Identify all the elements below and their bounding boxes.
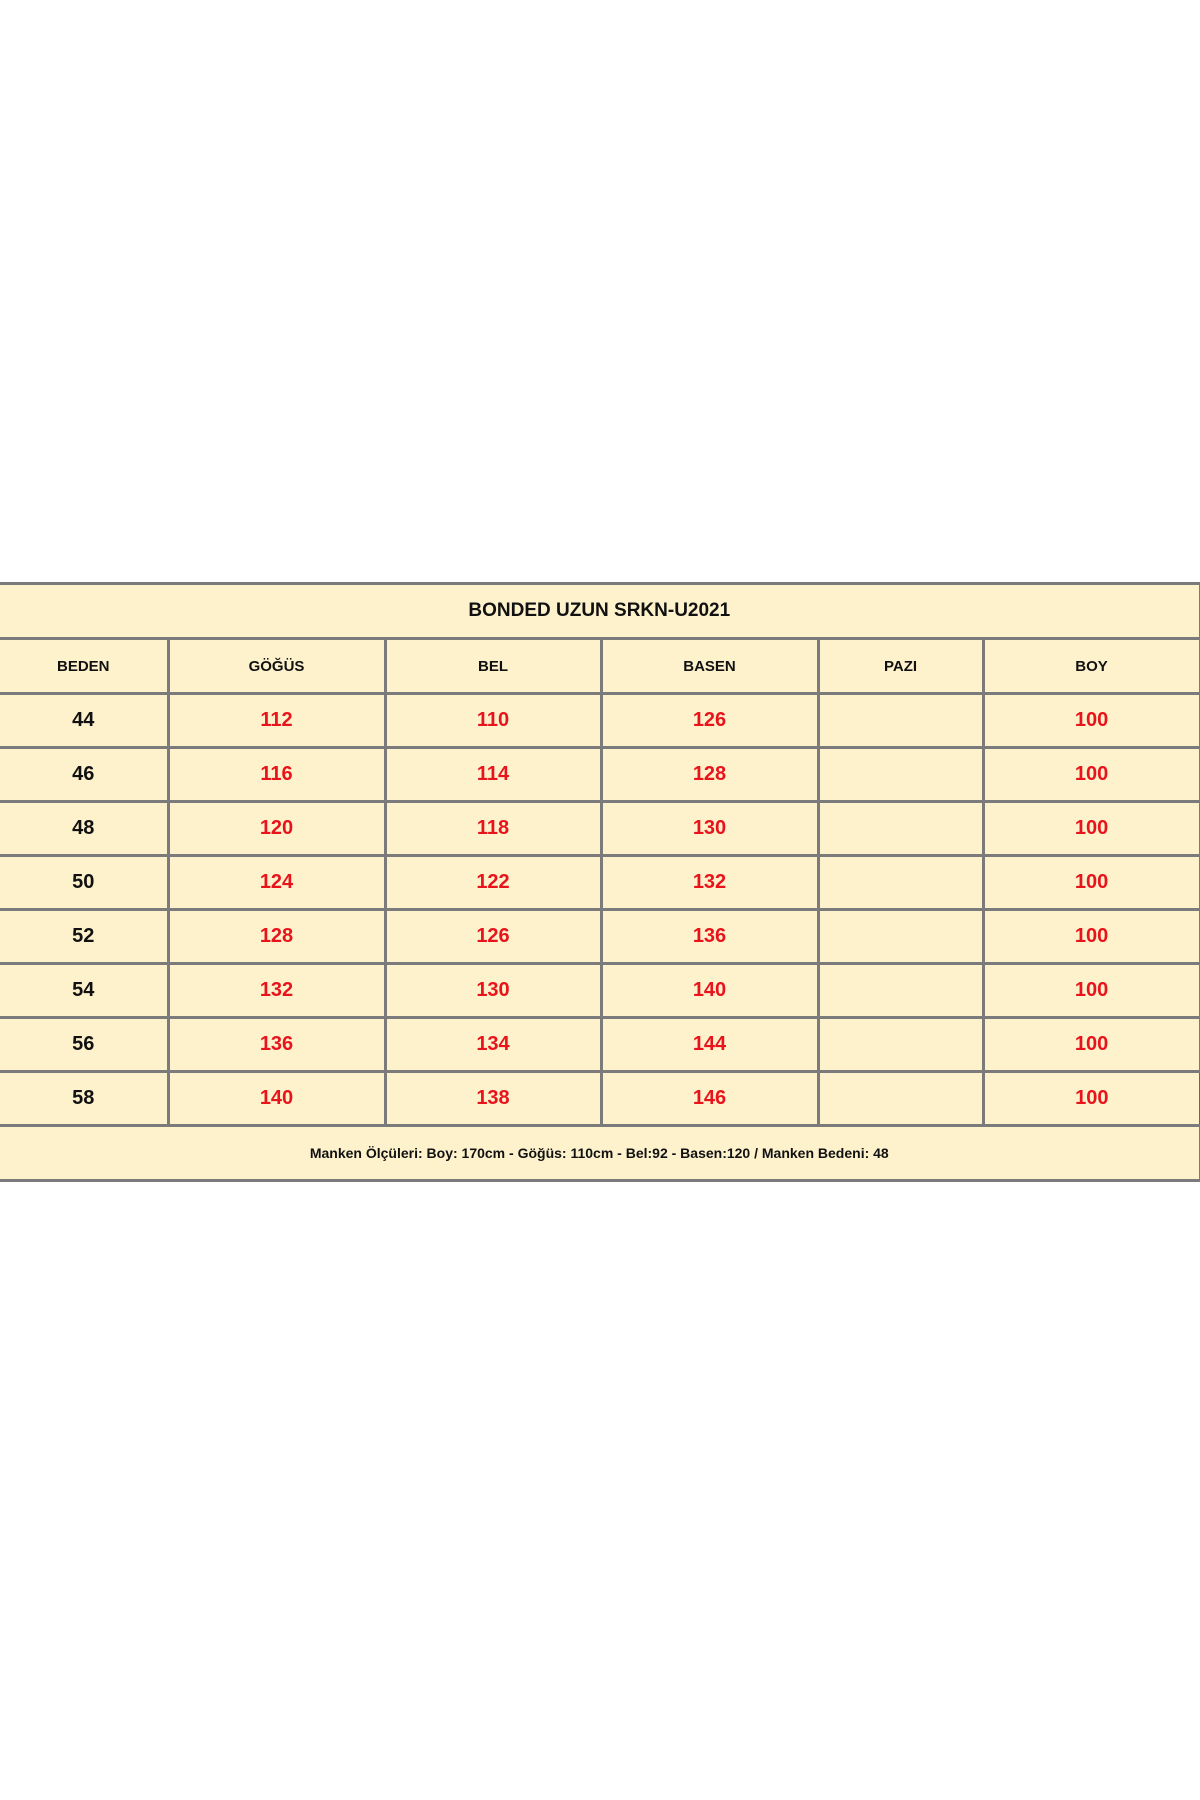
pazi-cell bbox=[818, 802, 983, 856]
boy-cell: 100 bbox=[983, 1018, 1200, 1072]
size-chart-table bbox=[0, 582, 1200, 1182]
basen-cell: 140 bbox=[601, 964, 818, 1018]
boy-cell-selected[interactable]: 100 bbox=[983, 1072, 1200, 1126]
boy-cell: 100 bbox=[983, 748, 1200, 802]
basen-cell: 130 bbox=[601, 802, 818, 856]
pazi-cell bbox=[818, 910, 983, 964]
table-row bbox=[0, 1072, 1200, 1126]
basen-cell: 144 bbox=[601, 1018, 818, 1072]
gogus-cell: 140 bbox=[168, 1072, 385, 1126]
size-cell: 56 bbox=[0, 1018, 168, 1072]
pazi-cell bbox=[818, 856, 983, 910]
pazi-cell bbox=[818, 964, 983, 1018]
pazi-cell bbox=[818, 694, 983, 748]
size-cell: 50 bbox=[0, 856, 168, 910]
bel-cell: 138 bbox=[385, 1072, 601, 1126]
table-row bbox=[0, 1018, 1200, 1072]
gogus-cell: 120 bbox=[168, 802, 385, 856]
chart-title: BONDED UZUN SRKN-U2021 bbox=[0, 584, 1200, 639]
header-boy: BOY bbox=[983, 639, 1200, 694]
table-row bbox=[0, 964, 1200, 1018]
header-basen: BASEN bbox=[601, 639, 818, 694]
table-row bbox=[0, 856, 1200, 910]
bel-cell: 122 bbox=[385, 856, 601, 910]
header-beden: BEDEN bbox=[0, 639, 168, 694]
size-cell: 46 bbox=[0, 748, 168, 802]
gogus-cell: 132 bbox=[168, 964, 385, 1018]
table-row bbox=[0, 694, 1200, 748]
gogus-cell: 136 bbox=[168, 1018, 385, 1072]
gogus-cell: 116 bbox=[168, 748, 385, 802]
title-row bbox=[0, 584, 1200, 639]
bel-cell: 126 bbox=[385, 910, 601, 964]
boy-cell: 100 bbox=[983, 910, 1200, 964]
basen-cell: 146 bbox=[601, 1072, 818, 1126]
model-measurements-note: Manken Ölçüleri: Boy: 170cm - Göğüs: 110cm - Bel:92 - Basen:120 / Manken Bedeni: 48 bbox=[0, 1126, 1200, 1181]
footer-row bbox=[0, 1126, 1200, 1181]
size-cell: 48 bbox=[0, 802, 168, 856]
gogus-cell: 128 bbox=[168, 910, 385, 964]
pazi-cell bbox=[818, 1072, 983, 1126]
header-bel: BEL bbox=[385, 639, 601, 694]
basen-cell: 126 bbox=[601, 694, 818, 748]
table-row bbox=[0, 748, 1200, 802]
bel-cell: 130 bbox=[385, 964, 601, 1018]
basen-cell: 132 bbox=[601, 856, 818, 910]
bel-cell: 114 bbox=[385, 748, 601, 802]
boy-cell: 100 bbox=[983, 694, 1200, 748]
basen-cell: 128 bbox=[601, 748, 818, 802]
boy-cell: 100 bbox=[983, 802, 1200, 856]
table-row bbox=[0, 910, 1200, 964]
size-cell: 54 bbox=[0, 964, 168, 1018]
table-row bbox=[0, 802, 1200, 856]
header-gogus: GÖĞÜS bbox=[168, 639, 385, 694]
gogus-cell: 124 bbox=[168, 856, 385, 910]
size-cell: 52 bbox=[0, 910, 168, 964]
pazi-cell bbox=[818, 748, 983, 802]
size-cell: 44 bbox=[0, 694, 168, 748]
boy-cell: 100 bbox=[983, 856, 1200, 910]
bel-cell: 110 bbox=[385, 694, 601, 748]
gogus-cell: 112 bbox=[168, 694, 385, 748]
pazi-cell bbox=[818, 1018, 983, 1072]
header-row bbox=[0, 639, 1200, 694]
basen-cell: 136 bbox=[601, 910, 818, 964]
boy-cell: 100 bbox=[983, 964, 1200, 1018]
bel-cell: 134 bbox=[385, 1018, 601, 1072]
header-pazi: PAZI bbox=[818, 639, 983, 694]
bel-cell: 118 bbox=[385, 802, 601, 856]
size-cell: 58 bbox=[0, 1072, 168, 1126]
